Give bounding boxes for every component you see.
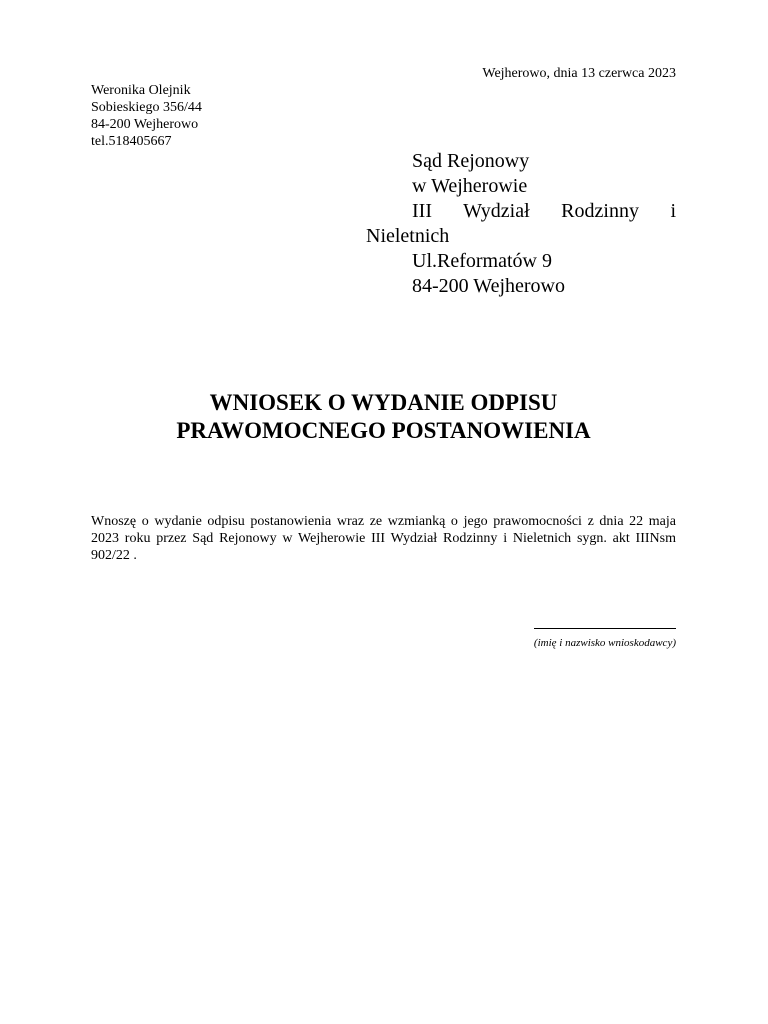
recipient-court: Sąd Rejonowy bbox=[412, 150, 530, 172]
recipient-court-city: w Wejherowie bbox=[412, 175, 528, 197]
sender-block bbox=[91, 82, 202, 150]
title-line: PRAWOMOCNEGO POSTANOWIENIA bbox=[176, 418, 591, 443]
recipient-city: 84-200 Wejherowo bbox=[412, 275, 565, 297]
recipient-division-continued: Nieletnich bbox=[366, 225, 450, 247]
document-title bbox=[91, 389, 676, 445]
recipient-street: Ul.Reformatów 9 bbox=[412, 250, 552, 272]
document-date: Wejherowo, dnia 13 czerwca 2023 bbox=[482, 66, 676, 81]
sender-street: Sobieskiego 356/44 bbox=[91, 100, 202, 115]
recipient-division-word: i bbox=[670, 200, 677, 222]
request-body: Wnoszę o wydanie odpisu postanowienia wraz ze wzmianką o jego prawomocności z dnia 22 maja 2023 roku przez Sąd Rejonowy w Wejherowie III Wydział Rodzinny i Nieletnich sygn. akt IIINsm 902/22 . bbox=[91, 514, 676, 563]
recipient-division-word: Rodzinny bbox=[561, 200, 639, 222]
signature-label: (imię i nazwisko wnioskodawcy) bbox=[533, 637, 676, 649]
recipient-division-word: III bbox=[412, 200, 432, 222]
title-line: WNIOSEK O WYDANIE ODPISU bbox=[209, 390, 558, 415]
recipient-division-word: Wydział bbox=[463, 200, 530, 222]
sender-name: Weronika Olejnik bbox=[91, 83, 191, 98]
sender-city: 84-200 Wejherowo bbox=[91, 117, 199, 132]
recipient-division bbox=[366, 199, 676, 224]
recipient-block bbox=[366, 149, 676, 299]
signature-line bbox=[534, 628, 676, 629]
sender-phone: tel.518405667 bbox=[91, 134, 172, 149]
